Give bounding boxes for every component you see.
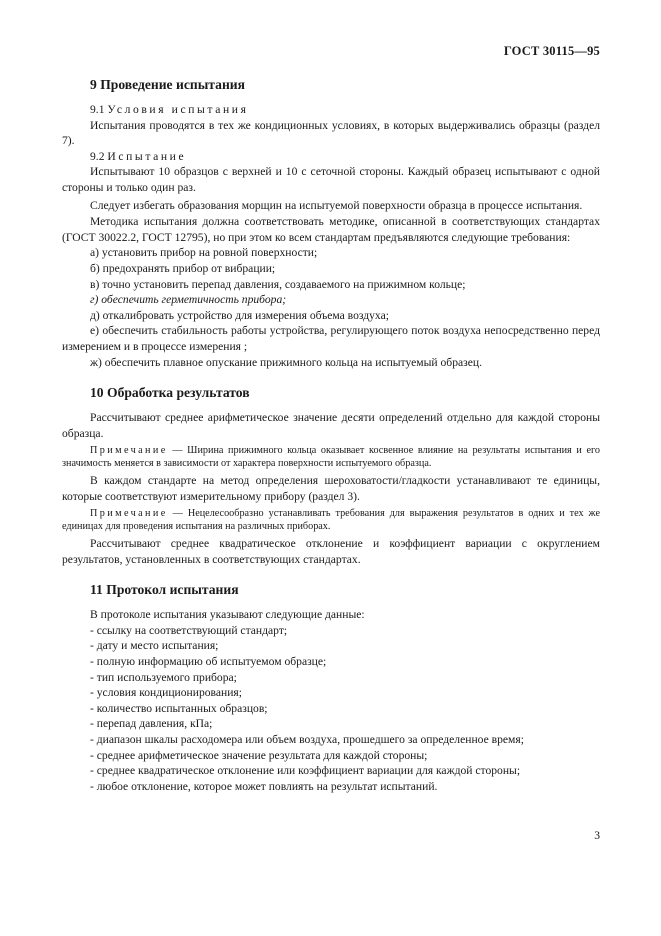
page-number: 3 [594,829,600,842]
requirement-item: б) предохранять прибор от вибрации; [90,261,276,275]
paragraph: В каждом стандарте на метод определения шероховатости/гладкости устанавливают те единицы, которые соответствуют измерительному прибору (раздел 3). [62,474,600,503]
note [62,508,600,533]
requirement-item: ж) обеспечить плавное опускание прижимного кольца на испытуемый образец. [90,355,482,369]
subsection-9-2-title: Испытание [107,149,187,163]
requirement-item: д) откалибровать устройство для измерения объема воздуха; [90,308,389,322]
protocol-item: - дату и место испытания; [90,639,219,653]
standard-header: ГОСТ 30115—95 [503,44,600,58]
section-9-title: 9 Проведение испытания [90,77,245,92]
protocol-item: - условия кондиционирования; [90,686,242,700]
section-10-title: 10 Обработка результатов [90,385,250,401]
paragraph: В протоколе испытания указывают следующие данные: [90,608,365,622]
protocol-item: - перепад давления, кПа; [90,717,213,731]
paragraph: Рассчитывают среднее арифметическое значение десяти определений отдельно для каждой стороны образца. [62,411,600,440]
subsection-9-1-number: 9.1 [90,103,105,116]
requirement-item: в) точно установить перепад давления, создаваемого на прижимном кольце; [90,277,466,291]
subsection-9-2-number: 9.2 [90,149,105,163]
note-text: — Нецелесообразно устанавливать требования для выражения результатов в одних и тех же единицах для проведения испытания на различных приборах. [62,508,600,532]
subsection-9-1-title: Условия испытания [107,103,249,116]
protocol-item: - диапазон шкалы расходомера или объем воздуха, прошедшего за определенное время; [90,733,524,747]
protocol-item: - полную информацию об испытуемом образце; [90,655,327,669]
protocol-item: - среднее квадратическое отклонение или коэффициент вариации для каждой стороны; [90,764,521,778]
requirement-item: г) обеспечить герметичность прибора; [90,293,287,307]
subsection-9-1-text: Испытания проводятся в тех же кондиционных условиях, в которых выдерживались образцы (раздел 7). [62,118,600,148]
paragraph: Рассчитывают среднее квадратическое отклонение и коэффициент вариации с округлением результатов, установленных в соответствующих стандартах. [62,537,600,566]
requirement-item: а) установить прибор на ровной поверхности; [90,246,318,260]
section-11-title: 11 Протокол испытания [90,582,239,598]
protocol-item: - среднее арифметическое значение результата для каждой стороны; [90,748,428,762]
subsection-9-2-heading [62,149,600,165]
note-label: Примечание [90,508,168,520]
protocol-item: - ссылку на соответствующий стандарт; [90,623,288,637]
subsection-9-1-heading [62,102,600,118]
page-content [62,76,600,794]
protocol-item: - количество испытанных образцов; [90,701,268,715]
paragraph: Методика испытания должна соответствовать методике, описанной в соответствующих стандартах (ГОСТ 30022.2, ГОСТ 12795), но при этом ко всем стандартам предъявляются следующие требования: [62,215,600,244]
protocol-item: - тип используемого прибора; [90,670,237,684]
note-text: — Ширина прижимного кольца оказывает косвенное влияние на результаты испытания и его значимость меняется в зависимости от характера поверхности испытуемого образца. [62,445,600,469]
requirement-item: е) обеспечить стабильность работы устройства, регулирующего поток воздуха непосредственно перед измерением и в процессе измерения ; [62,324,600,353]
note-label: Примечание [90,445,168,457]
paragraph: Испытывают 10 образцов с верхней и 10 с сеточной стороны. Каждый образец испытывают с одной стороны и только один раз. [62,165,600,194]
paragraph: Следует избегать образования морщин на испытуемой поверхности образца в процессе испытания. [90,198,583,212]
protocol-item: - любое отклонение, которое может повлиять на результат испытаний. [90,779,438,793]
note [62,445,600,470]
